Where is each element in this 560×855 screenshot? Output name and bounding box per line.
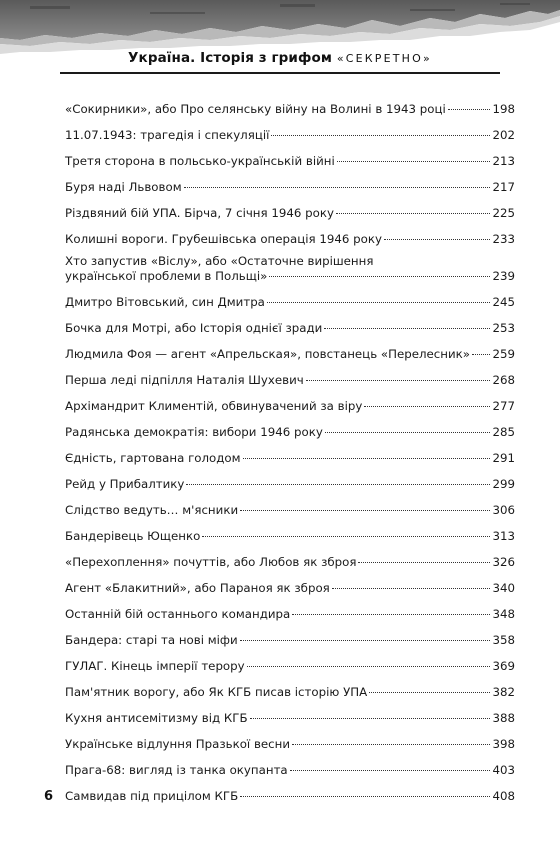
- toc-entry-title: Бандера: старі та нові міфи: [65, 633, 238, 647]
- toc-entry: [65, 581, 515, 596]
- toc-entry: [65, 295, 515, 310]
- toc-entry: [65, 180, 515, 195]
- toc-entry-page: 259: [492, 347, 515, 361]
- toc-leader-dots: [250, 718, 491, 719]
- toc-entry: [65, 607, 515, 622]
- toc-entry-title: Прага-68: вигляд із танка окупанта: [65, 763, 288, 777]
- toc-leader-dots: [324, 328, 490, 329]
- toc-leader-dots: [332, 588, 491, 589]
- toc-entry-page: 340: [492, 581, 515, 595]
- toc-entry-title: Різдвяний бій УПА. Бірча, 7 січня 1946 року: [65, 206, 334, 220]
- toc-entry: [65, 711, 515, 726]
- toc-entry-title: Колишні вороги. Грубешівська операція 1946 року: [65, 232, 382, 246]
- toc-leader-dots: [364, 406, 490, 407]
- toc-entry-title: Бандерівець Ющенко: [65, 529, 201, 543]
- toc-entry-title: «Перехоплення» почуттів, або Любов як зброя: [65, 555, 357, 569]
- toc-entry-page: 306: [492, 503, 515, 517]
- toc-entry: [65, 789, 515, 804]
- toc-entry: [65, 555, 515, 570]
- toc-entry-title: «Сокирники», або Про селянську війну на Волині в 1943 році: [65, 102, 446, 116]
- toc-entry: [65, 425, 515, 440]
- toc-leader-dots: [472, 354, 490, 355]
- toc-leader-dots: [358, 562, 490, 563]
- toc-entry-page: 382: [492, 685, 515, 699]
- toc-entry-title: Єдність, гартована голодом: [65, 451, 241, 465]
- toc-entry-page: 348: [492, 607, 515, 621]
- toc-leader-dots: [448, 109, 491, 110]
- toc-entry-title: української проблеми в Польщі»: [65, 269, 268, 283]
- toc-entry-page: 202: [492, 128, 515, 142]
- toc-entry: [65, 399, 515, 414]
- toc-entry-title: Перша леді підпілля Наталія Шухевич: [65, 373, 304, 387]
- toc-leader-dots: [269, 276, 490, 277]
- toc-entry: [65, 206, 515, 221]
- toc-entry-page: 277: [492, 399, 515, 413]
- toc-entry-page: 285: [492, 425, 515, 439]
- toc-entry-title: 11.07.1943: трагедія і спекуляції: [65, 128, 270, 142]
- toc-entry-title: Рейд у Прибалтику: [65, 477, 185, 491]
- toc-entry-title: Українське відлуння Празької весни: [65, 737, 291, 751]
- toc-entry-page: 291: [492, 451, 515, 465]
- toc-entry: [65, 659, 515, 674]
- toc-entry-title: Слідство ведуть… м'ясники: [65, 503, 239, 517]
- toc-leader-dots: [243, 458, 491, 459]
- toc-entry: [65, 232, 515, 247]
- toc-leader-dots: [384, 239, 490, 240]
- toc-leader-dots: [271, 135, 490, 136]
- toc-entry: [65, 102, 515, 117]
- toc-leader-dots: [240, 796, 490, 797]
- toc-entry-page: 253: [492, 321, 515, 335]
- toc-entry-title: Кухня антисемітизму від КГБ: [65, 711, 248, 725]
- toc-entry-page: 268: [492, 373, 515, 387]
- toc-entry: [65, 154, 515, 169]
- toc-entry: [65, 128, 515, 143]
- toc-entry-title: Самвидав під прицілом КГБ: [65, 789, 239, 803]
- toc-leader-dots: [184, 187, 491, 188]
- toc-entry: [65, 321, 515, 336]
- toc-entry: [65, 737, 515, 752]
- toc-entry-page: 225: [492, 206, 515, 220]
- toc-entry-title: Людмила Фоя — агент «Апрельская», повстанець «Перелесник»: [65, 347, 470, 361]
- toc-entry-page: 388: [492, 711, 515, 725]
- toc-entry-page: 299: [492, 477, 515, 491]
- toc-entry-title: Буря наді Львовом: [65, 180, 182, 194]
- page-number: 6: [44, 789, 54, 804]
- running-header: [0, 50, 560, 66]
- toc-entry-page: 213: [492, 154, 515, 168]
- toc-entry: [65, 633, 515, 648]
- toc-entry-page: 217: [492, 180, 515, 194]
- toc-entry-title: Агент «Блакитний», або Параноя як зброя: [65, 581, 330, 595]
- toc-entry-page: 198: [492, 102, 515, 116]
- toc-entry: [65, 451, 515, 466]
- toc-entry-title: Радянська демократія: вибори 1946 року: [65, 425, 323, 439]
- header-divider: [60, 72, 500, 74]
- toc-entry-page: 326: [492, 555, 515, 569]
- toc-entry: [65, 373, 515, 388]
- toc-entry: [65, 529, 515, 544]
- toc-entry-title-line1: Хто запустив «Віслу», або «Остаточне вирішення: [65, 254, 374, 268]
- toc-leader-dots: [240, 510, 490, 511]
- toc-entry: [65, 347, 515, 362]
- toc-leader-dots: [267, 302, 491, 303]
- toc-leader-dots: [202, 536, 490, 537]
- toc-leader-dots: [240, 640, 491, 641]
- header-decoration: [0, 0, 560, 90]
- running-header-stamp: «СЕКРЕТНО»: [336, 52, 432, 65]
- toc-leader-dots: [306, 380, 491, 381]
- toc-entry-page: 239: [492, 269, 515, 283]
- toc-leader-dots: [325, 432, 491, 433]
- toc-leader-dots: [247, 666, 491, 667]
- running-header-title: Україна. Історія з грифом: [128, 50, 332, 66]
- toc-entry-page: 408: [492, 789, 515, 803]
- toc-entry-title: Бочка для Мотрі, або Історія однієї зради: [65, 321, 323, 335]
- toc-entry-page: 245: [492, 295, 515, 309]
- toc-entry-page: 398: [492, 737, 515, 751]
- toc-entry-page: 233: [492, 232, 515, 246]
- toc-leader-dots: [369, 692, 490, 693]
- toc-leader-dots: [336, 213, 491, 214]
- toc-entry-page: 403: [492, 763, 515, 777]
- toc-entry: [65, 763, 515, 778]
- toc-entry-page: 369: [492, 659, 515, 673]
- toc-entry: [65, 503, 515, 518]
- toc-entry-title: Пам'ятник ворогу, або Як КГБ писав історію УПА: [65, 685, 368, 699]
- toc-entry-title: Останній бій останнього командира: [65, 607, 291, 621]
- toc-entry-title: Архімандрит Климентій, обвинувачений за віру: [65, 399, 363, 413]
- toc-entry-title: Дмитро Вітовський, син Дмитра: [65, 295, 265, 309]
- toc-entry-title: ГУЛАГ. Кінець імперії терору: [65, 659, 245, 673]
- toc-leader-dots: [186, 484, 490, 485]
- toc-entry: [65, 477, 515, 492]
- toc-entry-page: 358: [492, 633, 515, 647]
- toc-leader-dots: [337, 161, 491, 162]
- toc-entry-title: Третя сторона в польсько-українській війні: [65, 154, 335, 168]
- toc-entry: [65, 685, 515, 700]
- toc-leader-dots: [292, 614, 490, 615]
- toc-leader-dots: [292, 744, 490, 745]
- toc-leader-dots: [290, 770, 491, 771]
- toc-entry-page: 313: [492, 529, 515, 543]
- toc-entry: [65, 254, 515, 284]
